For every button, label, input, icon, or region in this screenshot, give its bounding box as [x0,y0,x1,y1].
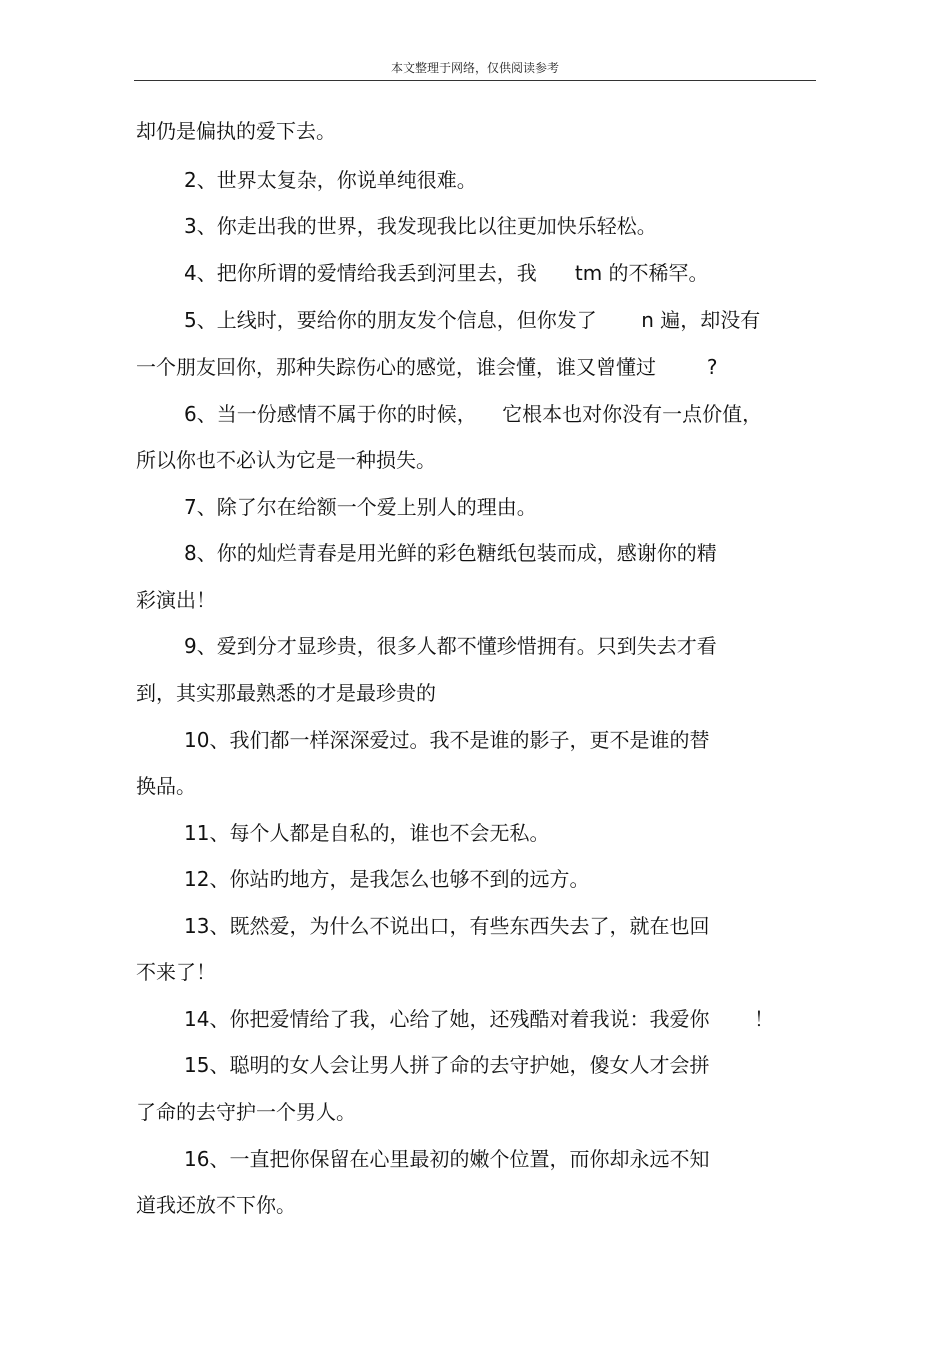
header-text: 本文整理于网络，仅供阅读参考 [390,61,559,75]
text-line: 不来了！ [136,960,216,984]
text-line: 所以你也不必认为它是一种损失。 [136,448,436,472]
text-line: 道我还放不下你。 [136,1193,296,1217]
text-line: 12、你站旳地方，是我怎么也够不到的远方。 [184,867,590,891]
text-line: 8、你的灿烂青春是用光鲜的彩色糖纸包装而成，感谢你的精 [184,541,717,565]
text-line: 6、当一份感情不属于你的时候， 它根本也对你没有一点价值， [184,402,763,426]
text-line: 5、上线时，要给你的朋友发个信息，但你发了 n 遍，却没有 [184,308,761,332]
text-line: 2、世界太复杂，你说单纯很难。 [184,168,477,192]
text-line: 4、把你所谓的爱情给我丢到河里去，我 tm 的不稀罕。 [184,261,709,285]
text-line: 14、你把爱情给了我，心给了她，还残酷对着我说：我爱你 ！ [184,1007,774,1031]
text-line: 9、爱到分才显珍贵，很多人都不懂珍惜拥有。只到失去才看 [184,634,717,658]
text-line: 到，其实那最熟悉的才是最珍贵的 [136,681,436,705]
header-divider [134,80,816,81]
text-line: 11、每个人都是自私的，谁也不会无私。 [184,821,550,845]
text-line: 3、你走出我的世界，我发现我比以往更加快乐轻松。 [184,214,657,238]
text-line: 10、我们都一样深深爱过。我不是谁的影子，更不是谁的替 [184,728,710,752]
text-line: 13、既然爱，为什么不说出口，有些东西失去了，就在也回 [184,914,710,938]
text-line: 却仍是偏执的爱下去。 [136,119,336,143]
text-line: 16、一直把你保留在心里最初的嫩个位置，而你却永远不知 [184,1147,710,1171]
text-line: 了命的去守护一个男人。 [136,1100,356,1124]
text-line: 15、聪明的女人会让男人拼了命的去守护她，傻女人才会拼 [184,1053,710,1077]
text-line: 换品。 [136,774,196,798]
text-line: 彩演出！ [136,588,216,612]
text-line: 一个朋友回你，那种失踪伤心的感觉，谁会懂，谁又曾懂过 ? [136,355,718,379]
text-line: 7、除了尔在给额一个爱上别人的理由。 [184,495,537,519]
